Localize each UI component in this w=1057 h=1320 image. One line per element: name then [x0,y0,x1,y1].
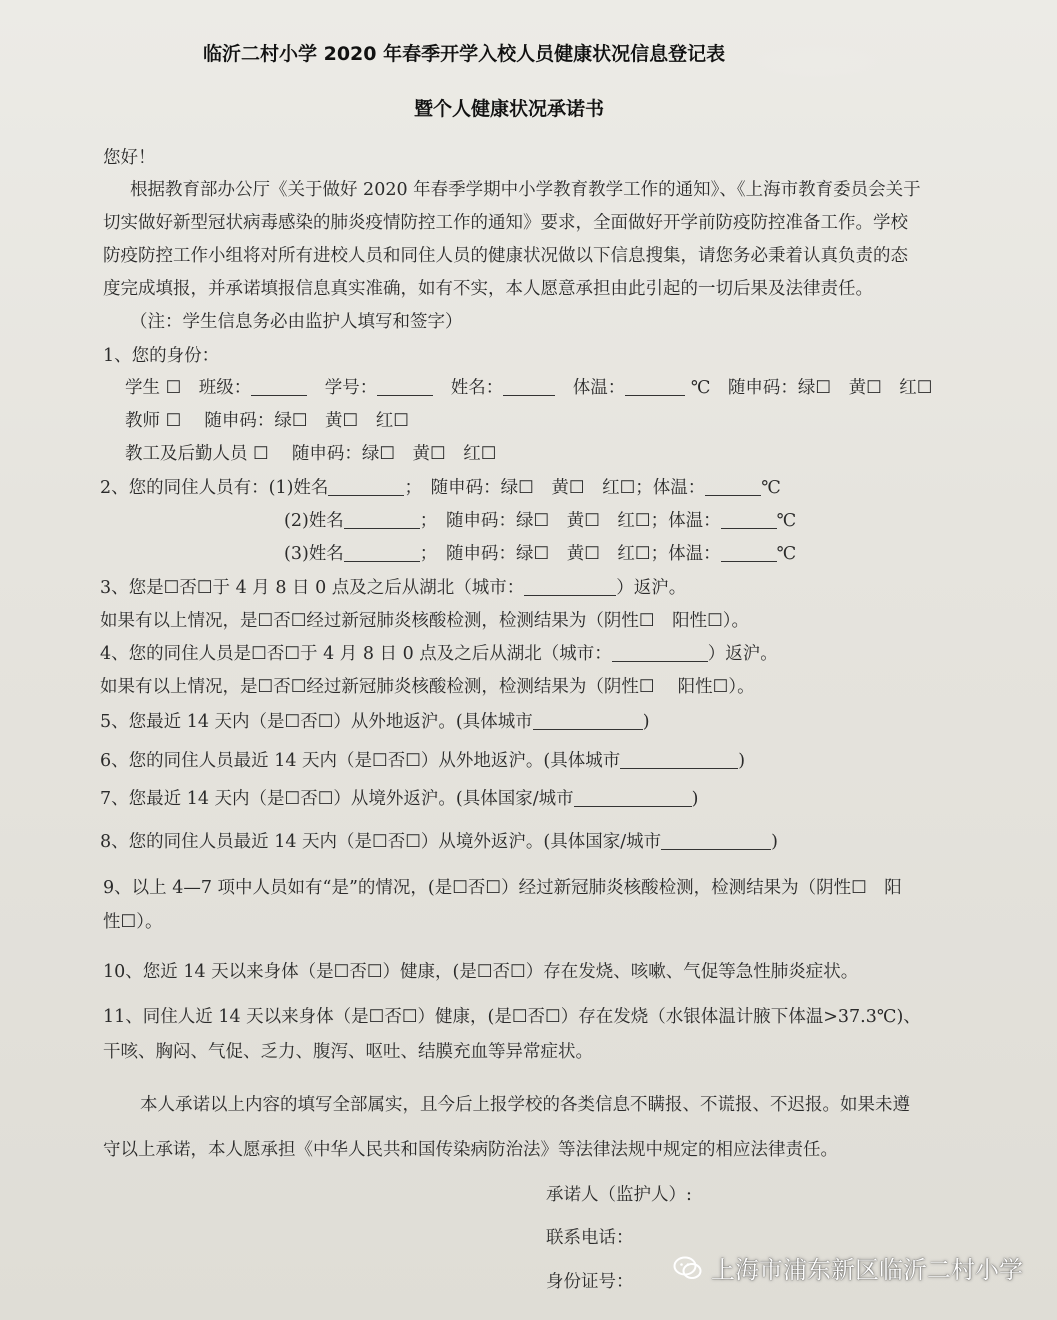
intro-line-4: 度完成填报，并承诺填报信息真实准确，如有不实，本人愿意承担由此引起的一切后果及法律责任。 [103,279,873,299]
student-checkbox-label: 学生 ☐ 班级： [125,378,252,398]
q4-text: 4、您的同住人员是☐否☐于 4 月 8 日 0 点及之后从湖北（城市： [100,644,612,664]
q4-row [100,642,778,666]
cohabitant-1-code: ； 随申码：绿☐ 黄☐ 红☐；体温： [404,478,706,498]
q10-row: 10、您近 14 天以来身体（是☐否☐）健康，(是☐否☐）存在发烧、咳嗽、气促等急性肺炎症状。 [103,962,859,982]
cohabitant-3-code: ； 随申码：绿☐ 黄☐ 红☐；体温： [419,544,721,564]
watermark-text: 上海市浦东新区临沂二村小学 [711,1256,1023,1284]
celsius-unit: ℃ [776,544,797,564]
wechat-watermark [673,1250,1023,1285]
cohabitant-1-name-label: (1)姓名 [268,478,329,498]
wechat-icon [673,1255,703,1281]
q4-test-row: 如果有以上情况，是☐否☐经过新冠肺炎核酸检测，检测结果为（阴性☐ 阳性☐）。 [100,677,755,697]
q4-city-blank[interactable] [612,643,708,662]
signature-phone[interactable]: 联系电话： [546,1228,634,1248]
q1-teacher-row: 教师 ☐ 随申码：绿☐ 黄☐ 红☐ [125,411,409,431]
q7-row [100,787,698,811]
q6-text: 6、您的同住人员最近 14 天内（是☐否☐）从外地返沪。(具体城市 [100,751,621,771]
class-blank[interactable] [251,377,307,396]
q6-city-blank[interactable] [620,750,738,769]
q7-country-blank[interactable] [574,788,692,807]
q8-text: 8、您的同住人员最近 14 天内（是☐否☐）从境外返沪。(具体国家/城市 [100,832,662,852]
cohabitant-2-code: ； 随申码：绿☐ 黄☐ 红☐；体温： [419,511,721,531]
student-code-options: ℃ 随申码：绿☐ 黄☐ 红☐ [685,378,933,398]
student-id-label: 学号： [307,378,378,398]
pledge-line-2: 守以上承诺，本人愿承担《中华人民共和国传染病防治法》等法律法规中规定的相应法律责任。 [103,1140,838,1160]
q2-row-2 [284,509,796,533]
q11-line-1: 11、同住人近 14 天以来身体（是☐否☐）健康，(是☐否☐）存在发烧（水银体温计腋下体温>37.3℃)、 [103,1007,921,1027]
guardian-note: （注：学生信息务必由监护人填写和签字） [130,312,463,332]
q3-city-blank[interactable] [524,577,616,596]
q1-student-row [125,376,932,400]
cohabitant-3-temp-blank[interactable] [721,543,777,562]
q2-row-1 [100,476,781,500]
celsius-unit: ℃ [761,478,781,498]
cohabitant-2-temp-blank[interactable] [721,510,777,529]
q3-row [100,576,686,600]
intro-line-2: 切实做好新型冠状病毒感染的肺炎疫情防控工作的通知》要求，全面做好开学前防疫防控准备工作。学校 [103,213,908,233]
q6-text-end: ) [738,751,746,771]
q8-country-blank[interactable] [661,831,771,850]
student-name-blank[interactable] [503,377,555,396]
intro-line-3: 防疫防控工作小组将对所有进校人员和同住人员的健康状况做以下信息搜集，请您务必秉着认真负责的态 [103,246,908,266]
q5-text-end: ) [642,712,650,732]
form-subtitle: 暨个人健康状况承诺书 [414,98,605,120]
student-temp-blank[interactable] [625,377,685,396]
q5-row [100,710,650,734]
cohabitant-2-name-label: (2)姓名 [284,511,344,531]
cohabitant-1-name-blank[interactable] [328,477,404,496]
student-name-label: 姓名： [433,378,504,398]
q9-line-1: 9、以上 4—7 项中人员如有“是”的情况，(是☐否☐）经过新冠肺炎核酸检测，检测结果为（阴性☐ 阳 [103,878,902,898]
redaction-smudge [752,44,882,78]
q5-city-blank[interactable] [533,711,643,730]
q3-test-row: 如果有以上情况，是☐否☐经过新冠肺炎核酸检测，检测结果为（阴性☐ 阳性☐）。 [100,611,750,631]
q7-text-end: ) [691,789,699,809]
greeting: 您好！ [103,148,156,168]
cohabitant-2-name-blank[interactable] [344,510,420,529]
q9-line-2: 性☐）。 [103,912,163,932]
q7-text: 7、您最近 14 天内（是☐否☐）从境外返沪。(具体国家/城市 [100,789,574,809]
q4-text-end: ）返沪。 [707,644,778,664]
q1-label: 1、您的身份： [103,346,220,366]
student-id-blank[interactable] [377,377,433,396]
q5-text: 5、您最近 14 天内（是☐否☐）从外地返沪。(具体城市 [100,712,533,732]
q8-text-end: ) [771,832,778,852]
student-temp-label: 体温： [555,378,626,398]
cohabitant-1-temp-blank[interactable] [705,477,761,496]
pledge-line-1: 本人承诺以上内容的填写全部属实，且今后上报学校的各类信息不瞒报、不谎报、不迟报。如果未遵 [140,1095,910,1115]
q6-row [100,749,745,773]
signature-guardian[interactable]: 承诺人（监护人）: [546,1185,692,1205]
q11-line-2: 干咳、胸闷、气促、乏力、腹泻、呕吐、结膜充血等异常症状。 [103,1042,593,1062]
form-title: 临沂二村小学 2020 年春季开学入校人员健康状况信息登记表 [203,43,726,65]
q8-row [100,830,778,854]
q2-row-3 [284,542,796,566]
intro-line-1: 根据教育部办公厅《关于做好 2020 年春季学期中小学教育教学工作的通知》、《上海市教育委员会关于 [130,180,921,200]
q3-text-end: ）返沪。 [616,578,687,598]
q2-label: 2、您的同住人员有： [100,478,269,498]
q3-text: 3、您是☐否☐于 4 月 8 日 0 点及之后从湖北（城市： [100,578,525,598]
signature-id-number[interactable]: 身份证号： [546,1272,634,1292]
celsius-unit: ℃ [776,511,797,531]
cohabitant-3-name-blank[interactable] [344,543,420,562]
q1-staff-row: 教工及后勤人员 ☐ 随申码：绿☐ 黄☐ 红☐ [125,444,497,464]
cohabitant-3-name-label: (3)姓名 [284,544,344,564]
